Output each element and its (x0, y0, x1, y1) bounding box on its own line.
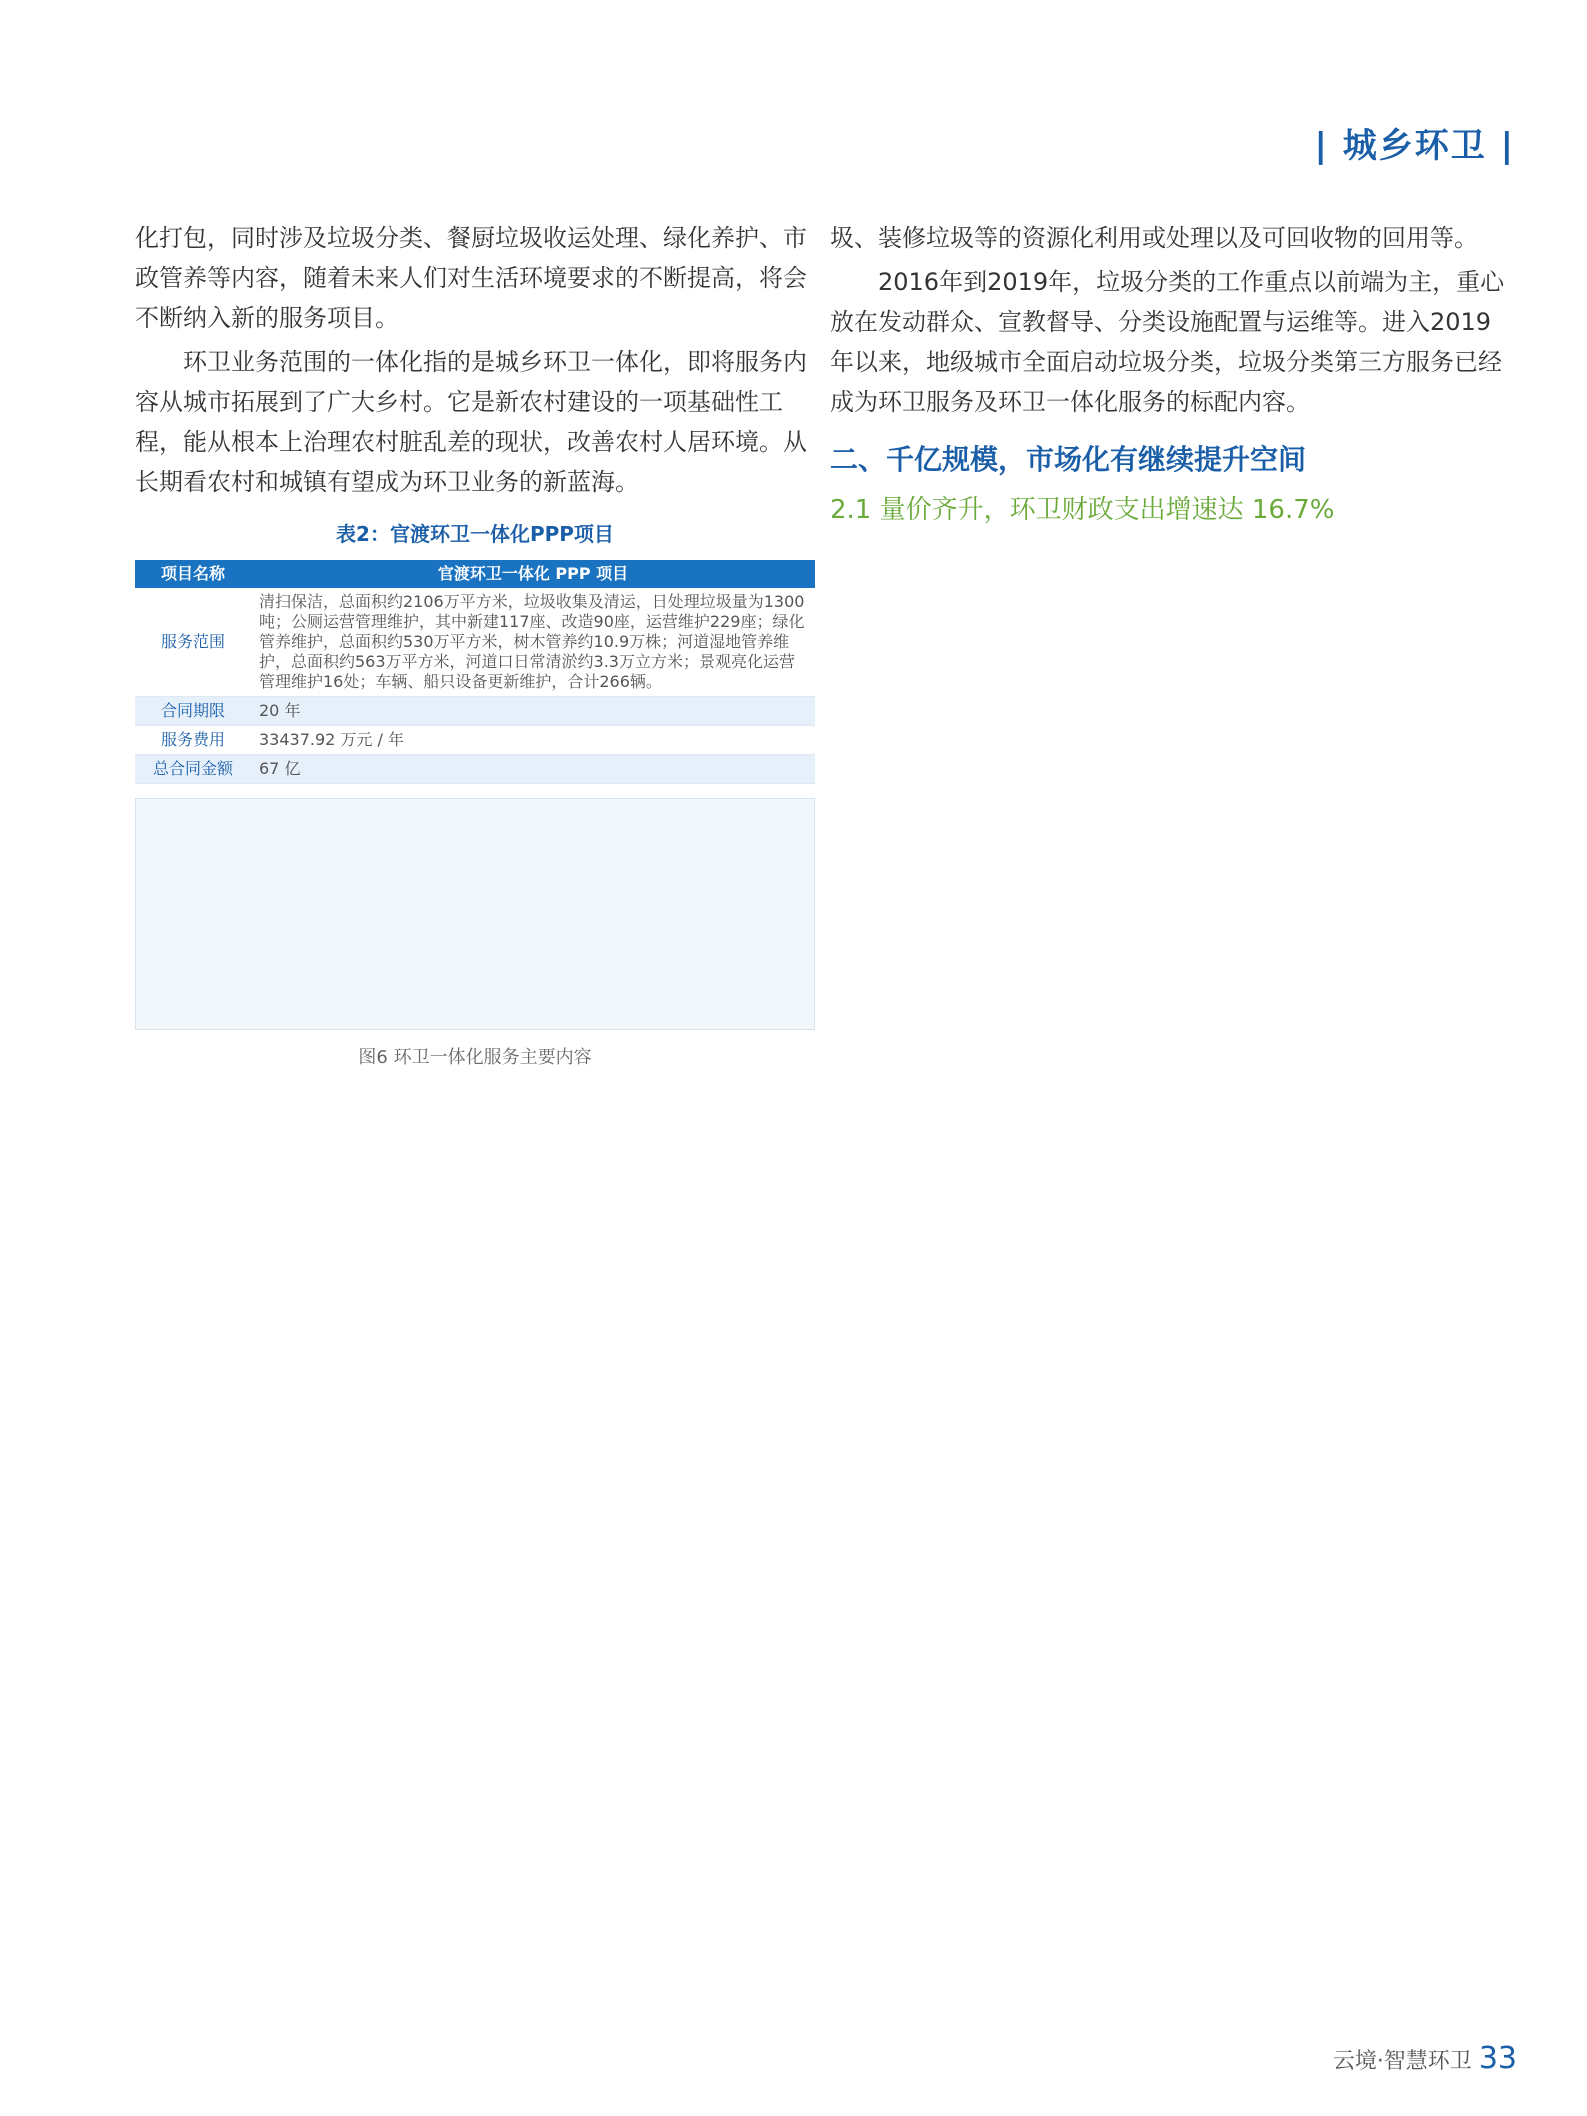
table-value-cell: 清扫保洁，总面积约2106万平方米，垃圾收集及清运，日处理垃圾量为1300吨；公厕运营管理维护，其中新建117座、改造90座，运营维护229座；绿化管养维护，总面积约530万平方米，树木管养约10.9万株；河道湿地管养维护，总面积约563万平方米，河道口日常清淤约3.3万立方米；景观亮化运营管理维护16处；车辆、船只设备更新维护，合计266辆。 (251, 588, 815, 697)
journal-name: 云境·智慧环卫 (1332, 2049, 1472, 2074)
table-header-row (135, 560, 815, 588)
page-number: 33 (1478, 2041, 1517, 2076)
header-section-tag: | 城乡环卫 | (1314, 126, 1515, 166)
table-row (135, 726, 815, 755)
paragraph: 圾、装修垃圾等的资源化利用或处理以及可回收物的回用等。 (830, 224, 1478, 252)
paragraph: 2016年到2019年，垃圾分类的工作重点以前端为主，重心放在发动群众、宣教督导、分类设施配置与运维等。进入2019年以来，地级城市全面启动垃圾分类，垃圾分类第三方服务已经成为环卫服务及环卫一体化服务的标配内容。 (830, 268, 1505, 416)
table-key-cell: 服务费用 (135, 726, 251, 755)
fig6-illustration (135, 798, 815, 1030)
right-column (830, 218, 1510, 536)
page-footer (1333, 2041, 1517, 2076)
table-row (135, 588, 815, 697)
section-heading: 二、千亿规模，市场化有继续提升空间 (830, 443, 1307, 476)
table-header-cell: 项目名称 (135, 560, 251, 588)
table-row (135, 697, 815, 726)
table-key-cell: 总合同金额 (135, 755, 251, 784)
ppp-project-table (135, 560, 815, 784)
table-title: 表2：官渡环卫一体化PPP项目 (336, 522, 614, 546)
table-row (135, 755, 815, 784)
table-value-cell: 67 亿 (251, 755, 815, 784)
left-column (135, 218, 815, 1096)
figure-caption: 图6 环卫一体化服务主要内容 (358, 1047, 592, 1068)
paragraph: 环卫业务范围的一体化指的是城乡环卫一体化，即将服务内容从城市拓展到了广大乡村。它是新农村建设的一项基础性工程，能从根本上治理农村脏乱差的现状，改善农村人居环境。从长期看农村和城镇有望成为环卫业务的新蓝海。 (135, 348, 807, 496)
table-key-cell: 服务范围 (135, 588, 251, 697)
table-header-cell: 官渡环卫一体化 PPP 项目 (251, 560, 815, 588)
table-key-cell: 合同期限 (135, 697, 251, 726)
subsection-heading: 2.1 量价齐升，环卫财政支出增速达 16.7% (830, 495, 1335, 525)
table-value-cell: 33437.92 万元 / 年 (251, 726, 815, 755)
table-value-cell: 20 年 (251, 697, 815, 726)
paragraph: 化打包，同时涉及垃圾分类、餐厨垃圾收运处理、绿化养护、市政管养等内容，随着未来人们对生活环境要求的不断提高，将会不断纳入新的服务项目。 (135, 224, 807, 332)
